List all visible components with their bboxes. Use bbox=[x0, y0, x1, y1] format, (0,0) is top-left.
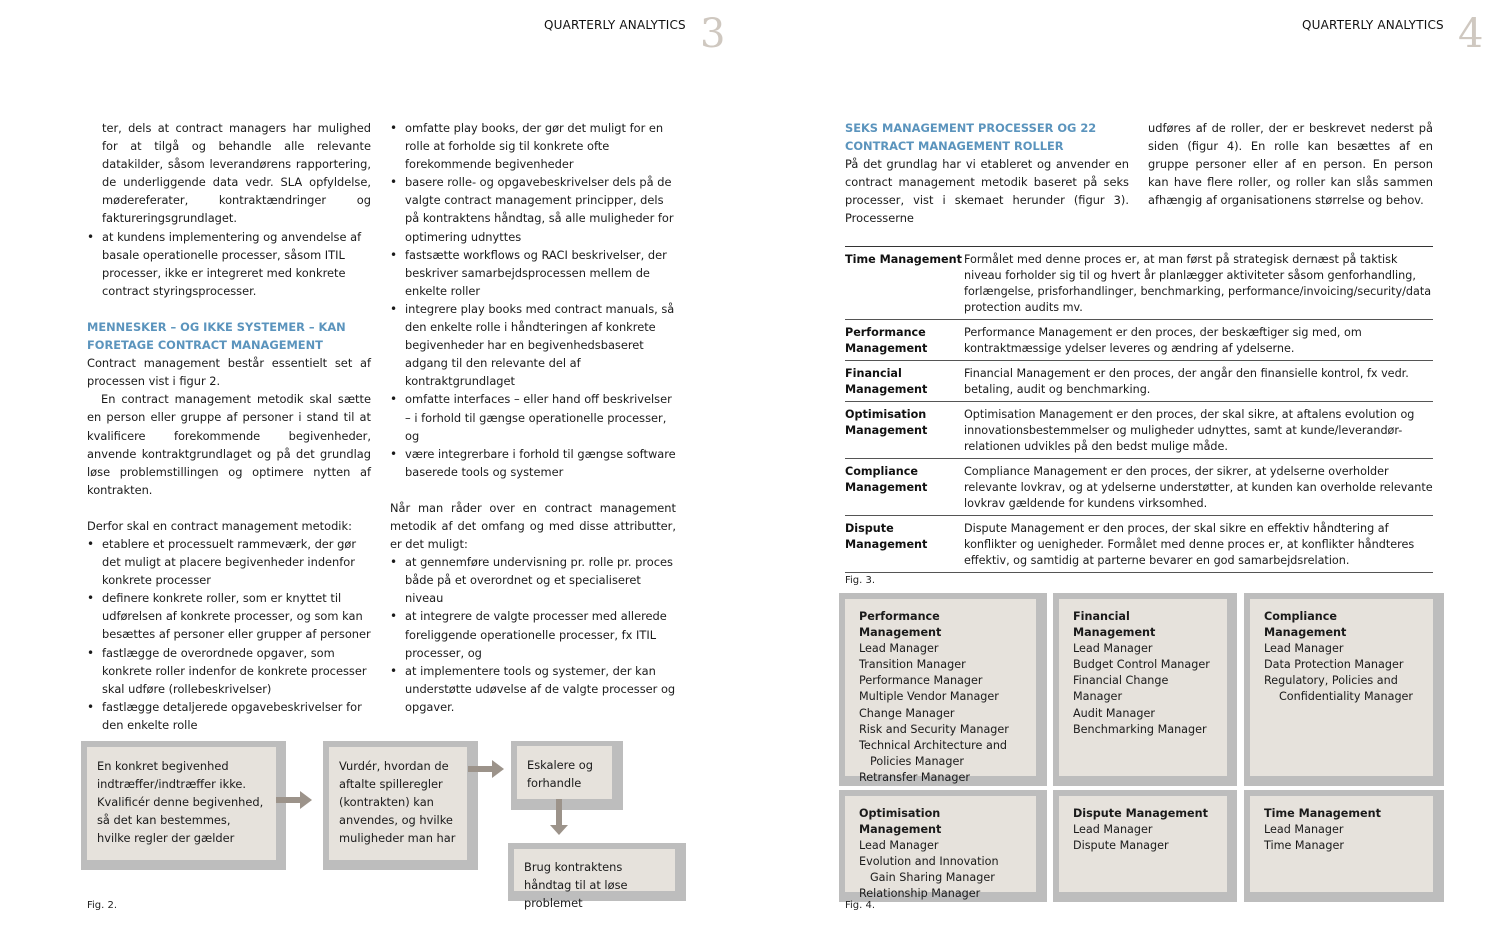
role-card-performance: Performance Management Lead Manager Transition Manager Performance Manager Multiple Vendor Manager Change Manager Risk and Security Manager Technical Architecture and Policies Manager Retransfer Manager bbox=[839, 593, 1047, 786]
table-row: Financial Management Financial Management er den proces, der angår den finansielle kontrol, fx vedr. betaling, audit og benchmarking. bbox=[845, 361, 1433, 402]
list-item: • integrere play books med contract manuals, så den enkelte rolle i håndteringen af konkrete begivenheder har en begivenhedsbaseret adgang til den relevante del af kontraktgrundlaget bbox=[390, 300, 676, 390]
list-item: • at kundens implementering og anvendelse af basale operationelle processer, såsom ITIL processer, ikke er integreret med konkrete contract styringsprocesser. bbox=[87, 228, 371, 300]
list-item: • at integrere de valgte processer med allerede foreliggende operationelle processer, fx ITIL processer, og bbox=[390, 607, 676, 661]
page3-running-header: QUARTERLY ANALYTICS bbox=[544, 18, 686, 32]
page4-number: 4 bbox=[1458, 11, 1484, 57]
fig2-caption: Fig. 2. bbox=[87, 900, 118, 911]
list-item: • definere konkrete roller, som er knyttet til udførelsen af konkrete processer, og som kan besættes af personer eller grupper af personer bbox=[87, 589, 371, 643]
role-card-compliance: Compliance Management Lead Manager Data Protection Manager Regulatory, Policies and Confidentiality Manager bbox=[1244, 593, 1444, 786]
list-item: • at implementere tools og systemer, der kan understøtte udøvelse af de valgte processer og opgaver. bbox=[390, 662, 676, 716]
role-card-dispute: Dispute Management Lead Manager Dispute Manager bbox=[1053, 790, 1237, 902]
process-table bbox=[845, 246, 1433, 573]
paragraph: På det grundlag har vi etableret og anvender en contract management metodik baseret på seks processer, vist i skemaet herunder (figur 3). Processerne bbox=[845, 157, 1129, 226]
role-card-optimisation: Optimisation Management Lead Manager Evolution and Innovation Gain Sharing Manager Relationship Manager bbox=[839, 790, 1047, 902]
table-row: Dispute Management Dispute Management er den proces, der skal sikre en effektiv håndtering af konflikter og uenigheder. Formålet med denne proces er, at konflikter håndteres effektiv, og samtidig at parterne bevarer en god samarbejdsrelation. bbox=[845, 516, 1433, 573]
page4-intro-right bbox=[1148, 119, 1433, 209]
flow-box-escalate: Eskalere og forhandle bbox=[511, 741, 623, 810]
paragraph: Contract management består essentielt set af processen vist i figur 2. bbox=[87, 356, 371, 389]
list-item: • fastlægge detaljerede opgavebeskrivelser for den enkelte rolle bbox=[87, 698, 371, 734]
list-item: • etablere et processuelt rammeværk, der gør det muligt at placere begivenheder indenfor konkrete processer bbox=[87, 535, 371, 589]
paragraph: En contract management metodik skal sætte en person eller gruppe af personer i stand til at kvalificere forekommende begivenheder, anvende kontraktgrundlaget og på det grundlag løse problemstillingen og optimere nytten af kontrakten. bbox=[87, 392, 371, 497]
list-item: • at gennemføre undervisning pr. rolle pr. proces både på et overordnet og et specialiseret niveau bbox=[390, 553, 676, 607]
arrow-right-icon bbox=[276, 797, 300, 803]
flow-box-qualify-event: En konkret begivenhed indtræffer/indtræffer ikke. Kvalificér denne begivenhed, så det kan bestemmes, hvilke regler der gælder bbox=[81, 741, 286, 870]
roles-grid bbox=[839, 593, 1444, 902]
list-item: • omfatte play books, der gør det muligt for en rolle at forholde sig til konkrete ofte forekommende begivenheder bbox=[390, 119, 676, 173]
role-card-time: Time Management Lead Manager Time Manager bbox=[1244, 790, 1444, 902]
list-item: • fastlægge de overordnede opgaver, som konkrete roller indenfor de konkrete processer skal udføre (rollebeskrivelser) bbox=[87, 644, 371, 698]
paragraph: udføres af de roller, der er beskrevet nederst på siden (figur 4). En rolle kan besættes af en gruppe personer eller af en person. En person kan have flere roller, og roller kan slås sammen afhængig af organisationens størrelse og behov. bbox=[1148, 121, 1433, 208]
arrow-down-icon bbox=[556, 799, 562, 825]
table-row: Compliance Management Compliance Management er den proces, der sikrer, at ydelserne overholder relevante lovkrav, og at ydelserne understøtter, at kunden kan overholde relevante lovkrav gældende for kundens virksomhed. bbox=[845, 459, 1433, 516]
fig4-caption: Fig. 4. bbox=[845, 900, 876, 911]
flow-box-use-contract-levers: Brug kontraktens håndtag til at løse problemet bbox=[508, 843, 686, 901]
page3-number: 3 bbox=[700, 11, 726, 57]
page4-intro-left bbox=[845, 119, 1129, 228]
list-item: • basere rolle- og opgavebeskrivelser dels på de valgte contract management principper, dels på kontraktens håndtag, så alle muligheder for optimering udnyttes bbox=[390, 173, 676, 245]
bullet-continuation: ter, dels at contract managers har mulighed for at tilgå og behandle alle relevante datakilder, såsom leverandørens rapportering, de underliggende data vedr. SLA opfyldelse, mødereferater, kontraktændringer og faktureringsgrundlaget. bbox=[102, 121, 371, 226]
bullet-list-methodology bbox=[87, 535, 371, 734]
page3-column-1 bbox=[87, 119, 371, 734]
flow-box-assess-rules: Vurdér, hvordan de aftalte spilleregler (kontrakten) kan anvendes, og hvilke muligheder man har bbox=[323, 741, 478, 870]
section-heading: MENNESKER – OG IKKE SYSTEMER – KAN FORETAGE CONTRACT MANAGEMENT bbox=[87, 319, 346, 353]
bullet-list-continued bbox=[390, 119, 676, 481]
list-item: • fastsætte workflows og RACI beskrivelser, der beskriver samarbejdsprocessen mellem de enkelte roller bbox=[390, 246, 676, 300]
page4-running-header: QUARTERLY ANALYTICS bbox=[1302, 18, 1444, 32]
fig3-caption: Fig. 3. bbox=[845, 575, 876, 586]
role-card-financial: Financial Management Lead Manager Budget Control Manager Financial Change Manager Audit Manager Benchmarking Manager bbox=[1053, 593, 1237, 786]
table-row: Optimisation Management Optimisation Management er den proces, der skal sikre, at aftalens evolution og innovationsbestemmelser og muligheder udnyttes, samt at kunde/leverandør-relationen udvikles på den bedst mulige måde. bbox=[845, 402, 1433, 459]
page3-column-2 bbox=[390, 119, 676, 716]
section-heading: SEKS MANAGEMENT PROCESSER OG 22 CONTRACT MANAGEMENT ROLLER bbox=[845, 121, 1097, 154]
list-item: • være integrerbare i forhold til gængse software baserede tools og systemer bbox=[390, 445, 676, 481]
table-row: Performance Management Performance Management er den proces, der beskæftiger sig med, om kontraktmæssige ydelser leveres og ændring af ydelserne. bbox=[845, 320, 1433, 361]
list-intro: Derfor skal en contract management metodik: bbox=[87, 518, 352, 533]
table-row: Time Management Formålet med denne proces er, at man først på strategisk dernæst på taktisk niveau forholder sig til og hvert år planlægger aktiviteter såsom genforhandling, forlængelse, prisforhandlinger, benchmarking, performance/invoicing/security/data protection audits mv. bbox=[845, 247, 1433, 320]
arrow-right-icon bbox=[468, 766, 492, 772]
list-item: • omfatte interfaces – eller hand off beskrivelser – i forhold til gængse operationelle processer, og bbox=[390, 390, 676, 444]
paragraph: Når man råder over en contract management metodik af det omfang og med disse attributter, er det muligt: bbox=[390, 500, 676, 552]
bullet-list-top bbox=[87, 228, 371, 300]
bullet-list-possibilities bbox=[390, 553, 676, 716]
